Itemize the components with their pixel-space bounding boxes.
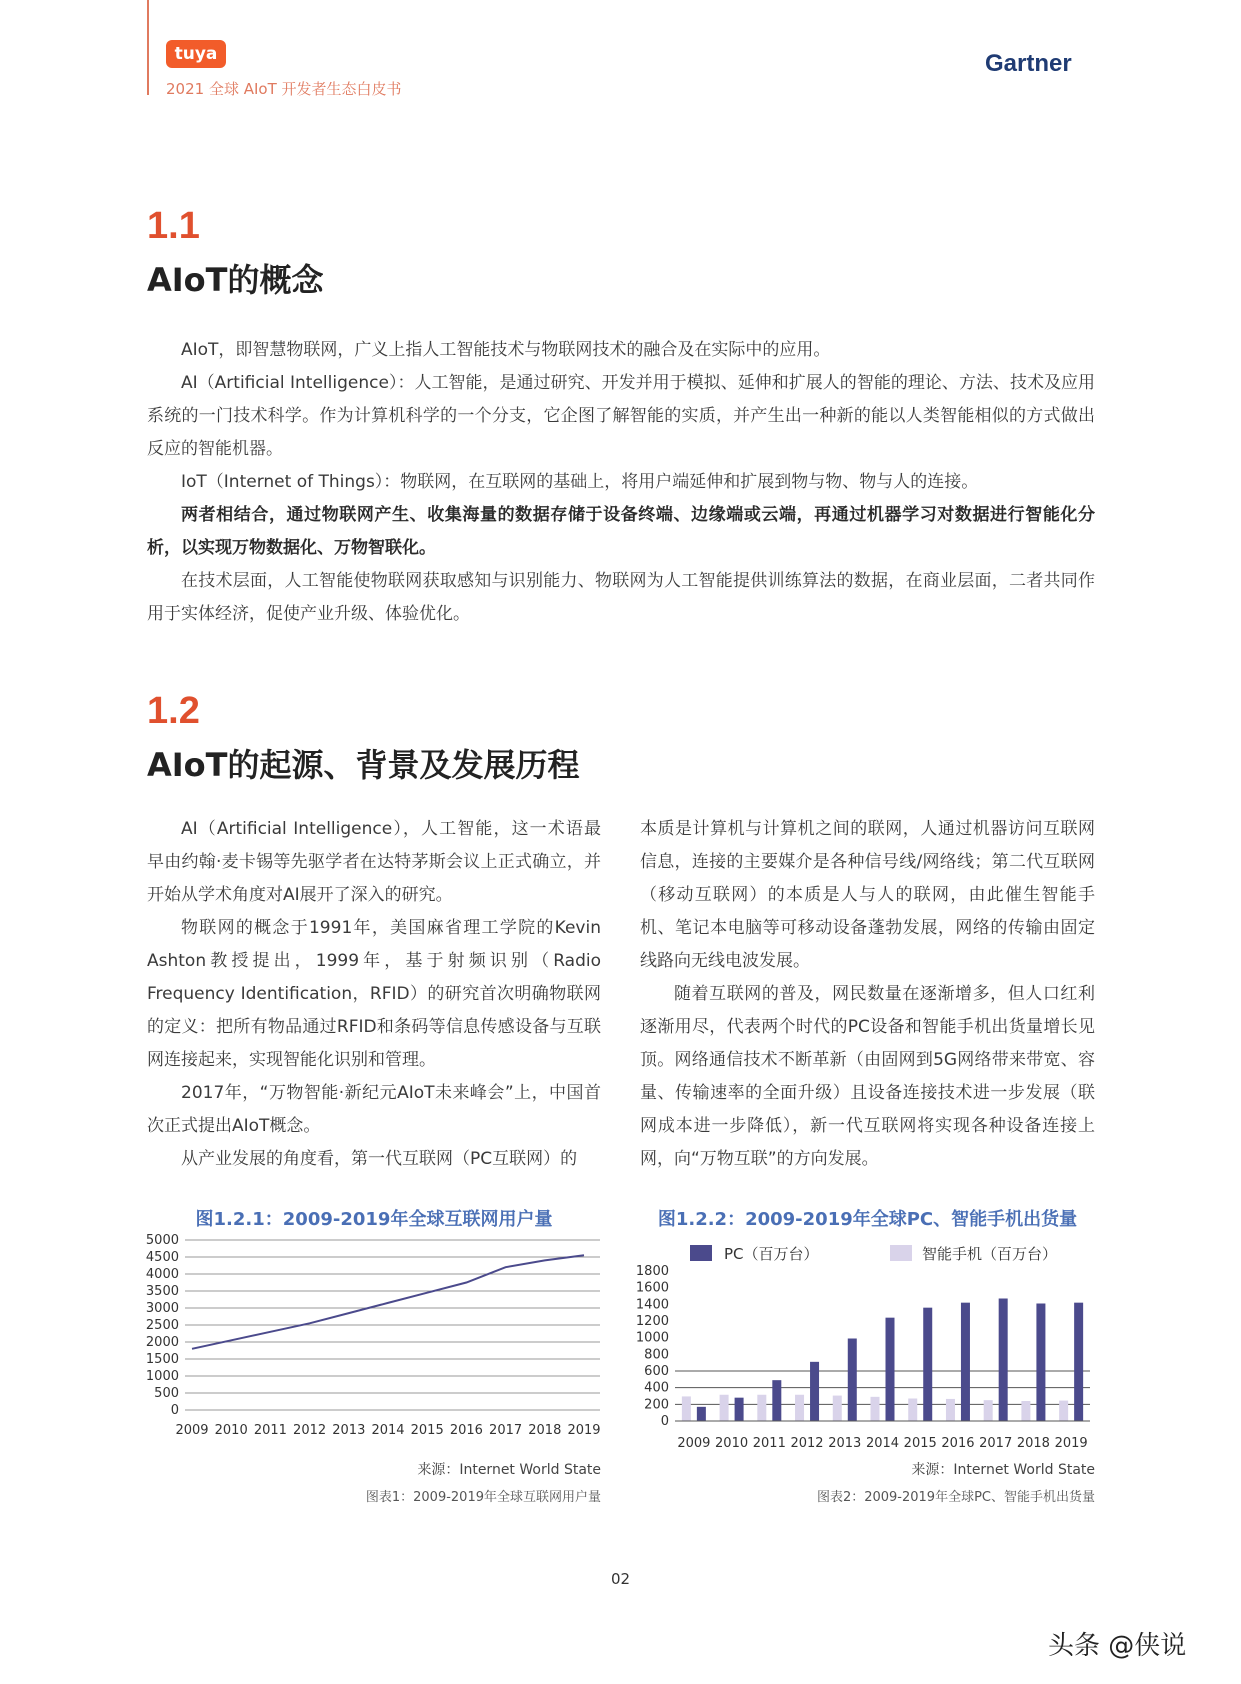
chart2-y-tick: 0: [660, 1414, 669, 1429]
chart2-y-tick: 400: [644, 1380, 669, 1396]
chart2-x-tick: 2019: [1054, 1436, 1088, 1451]
chart2-bar-smartphone: [946, 1399, 955, 1421]
chart1-internet-users-line: [140, 1230, 610, 1450]
chart1-y-tick: 5000: [145, 1233, 179, 1248]
chart2-bar-pc: [961, 1303, 970, 1421]
chart1-y-tick: 2500: [145, 1318, 179, 1333]
chart1-y-tick: 4500: [145, 1250, 179, 1265]
paragraph-iot-definition: IoT（Internet of Things）：物联网，在互联网的基础上，将用户端延伸和扩展到物与物、物与人的连接。: [181, 472, 979, 492]
chart2-y-tick: 1000: [635, 1330, 669, 1346]
chart2-bar-pc: [810, 1362, 819, 1421]
tuya-logo: tuya: [166, 40, 226, 68]
chart2-bar-pc: [848, 1339, 857, 1422]
chart2-x-tick: 2012: [790, 1436, 824, 1451]
paragraph-aiot-definition: AIoT，即智慧物联网，广义上指人工智能技术与物联网技术的融合及在实际中的应用。: [181, 340, 831, 360]
chart1-x-tick: 2014: [371, 1423, 405, 1438]
section-title-1-1: AIoT的概念: [147, 261, 324, 299]
paragraph-combination: 两者相结合，通过物联网产生、收集海量的数据存储于设备终端、边缘端或云端，再通过机器学习对数据进行智能化分析，以实现万物数据化、万物智联化。: [147, 505, 1095, 558]
chart2-x-tick: 2018: [1016, 1436, 1050, 1451]
chart2-bar-pc: [886, 1318, 895, 1421]
section-number-1-1: 1.1: [147, 205, 200, 247]
chart2-bar-smartphone: [682, 1396, 691, 1421]
chart1-source: 来源：Internet World State: [417, 1462, 601, 1478]
chart1-y-tick: 4000: [145, 1267, 179, 1282]
chart1-x-tick: 2015: [410, 1423, 444, 1438]
chart1-y-tick: 3500: [145, 1284, 179, 1299]
chart2-bar-smartphone: [1059, 1401, 1068, 1421]
chart1-y-tick: 1500: [145, 1352, 179, 1367]
chart2-y-tick: 200: [644, 1397, 669, 1413]
chart2-bar-pc: [1036, 1304, 1045, 1422]
chart1-x-tick: 2019: [567, 1423, 601, 1438]
chart2-y-tick: 1400: [635, 1297, 669, 1313]
paragraph-internet-generations: 本质是计算机与计算机之间的联网，人通过机器访问互联网信息，连接的主要媒介是各种信号线/网络线；第二代互联网（移动互联网）的本质是人与人的联网，由此催生智能手机、笔记本电脑等可移动设备蓬勃发展，网络的传输由固定线路向无线电波发展。: [640, 819, 1095, 971]
paragraph-technical-level: 在技术层面，人工智能使物联网获取感知与识别能力、物联网为人工智能提供训练算法的数据，在商业层面，二者共同作用于实体经济，促使产业升级、体验优化。: [147, 571, 1095, 624]
paragraph-iot-origin: 物联网的概念于1991年，美国麻省理工学院的Kevin Ashton教授提出，1999年，基于射频识别（Radio Frequency Identification，RFID）的研究首次明确物联网的定义：把所有物品通过RFID和条码等信息传感设备与互联网连接起来，实现智能化识别和管理。: [147, 918, 601, 1070]
chart1-x-tick: 2016: [449, 1423, 483, 1438]
chart2-y-tick: 600: [644, 1364, 669, 1379]
chart1-y-tick: 500: [154, 1386, 179, 1401]
chart1-series-line: [192, 1255, 584, 1349]
chart2-x-tick: 2010: [715, 1436, 749, 1451]
chart2-bar-smartphone: [871, 1397, 880, 1421]
chart2-bar-smartphone: [833, 1396, 842, 1421]
chart2-caption: 图表2：2009-2019年全球PC、智能手机出货量: [816, 1490, 1095, 1505]
chart2-bar-smartphone: [908, 1399, 917, 1422]
document-title: 2021 全球 AIoT 开发者生态白皮书: [166, 80, 402, 98]
chart2-bar-smartphone: [757, 1395, 766, 1421]
chart1-x-tick: 2018: [528, 1423, 562, 1438]
chart1-y-tick: 0: [170, 1403, 179, 1418]
paragraph-ai-definition: AI（Artificial Intelligence）：人工智能，是通过研究、开发并用于模拟、延伸和扩展人的智能的理论、方法、技术及应用系统的一门技术科学。作为计算机科学的一个分支，它企图了解智能的实质，并产生出一种新的能以人类智能相似的方式做出反应的智能机器。: [147, 373, 1095, 459]
legend-swatch-pc: [690, 1245, 712, 1261]
chart2-x-tick: 2014: [865, 1436, 900, 1451]
watermark: 头条 @侠说: [1048, 1631, 1187, 1661]
chart1-y-tick: 1000: [145, 1369, 179, 1384]
chart2-x-tick: 2017: [979, 1436, 1013, 1451]
chart2-bar-pc: [999, 1299, 1008, 1422]
chart2-bar-pc: [923, 1308, 932, 1421]
chart2-bar-pc: [735, 1398, 744, 1421]
chart1-y-tick: 2000: [145, 1335, 179, 1350]
section-title-1-2: AIoT的起源、背景及发展历程: [147, 746, 580, 784]
chart1-x-tick: 2011: [253, 1423, 287, 1438]
chart1-x-tick: 2009: [175, 1423, 209, 1438]
legend-label-pc: PC（百万台）: [724, 1245, 819, 1263]
chart2-source: 来源：Internet World State: [911, 1462, 1095, 1478]
chart2-x-tick: 2016: [941, 1436, 975, 1451]
left-column: [147, 813, 601, 1176]
right-column: [640, 813, 1095, 1176]
paragraph-ai-origin: AI（Artificial Intelligence），人工智能，这一术语最早由约翰·麦卡锡等先驱学者在达特茅斯会议上正式确立，并开始从学术角度对AI展开了深入的研究。: [147, 819, 601, 905]
legend-label-smartphone: 智能手机（百万台）: [922, 1245, 1058, 1263]
chart2-x-tick: 2011: [752, 1436, 786, 1451]
chart1-caption: 图表1：2009-2019年全球互联网用户量: [365, 1490, 601, 1505]
chart2-bar-pc: [697, 1407, 706, 1421]
page-number: 02: [610, 1570, 631, 1588]
header-accent-line: [147, 0, 149, 95]
chart2-bar-smartphone: [1021, 1401, 1030, 1421]
chart2-y-tick: 1800: [635, 1265, 669, 1279]
chart2-x-tick: 2013: [828, 1436, 862, 1451]
chart1-x-tick: 2017: [489, 1423, 523, 1438]
paragraph-internet-growth: 随着互联网的普及，网民数量在逐渐增多，但人口红利逐渐用尽，代表两个时代的PC设备和智能手机出货量增长见顶。网络通信技术不断革新（由固网到5G网络带来带宽、容量、传输速率的全面升级）且设备连接技术进一步发展（联网成本进一步降低），新一代互联网将实现各种设备连接上网，向“万物互联”的方向发展。: [640, 984, 1095, 1169]
chart2-bar-smartphone: [795, 1395, 804, 1421]
chart1-x-tick: 2012: [293, 1423, 327, 1438]
chart2-title: 图1.2.2：2009-2019年全球PC、智能手机出货量: [657, 1209, 1078, 1230]
chart1-x-tick: 2010: [214, 1423, 248, 1438]
section-number-1-2: 1.2: [147, 690, 200, 732]
chart1-y-tick: 3000: [145, 1301, 179, 1316]
chart2-y-tick: 1600: [635, 1280, 669, 1296]
chart2-bar-smartphone: [984, 1400, 993, 1421]
chart2-shipments-bar: [630, 1265, 1100, 1455]
legend-swatch-smartphone: [890, 1245, 912, 1261]
gartner-logo: Gartner: [985, 50, 1072, 77]
chart1-title: 图1.2.1：2009-2019年全球互联网用户量: [195, 1209, 553, 1230]
chart2-x-tick: 2015: [903, 1436, 937, 1451]
paragraph-aiot-2017: 2017年，“万物智能·新纪元AIoT未来峰会”上，中国首次正式提出AIoT概念。: [147, 1083, 601, 1136]
chart2-bar-pc: [772, 1380, 781, 1421]
paragraph-industry-start: 从产业发展的角度看，第一代互联网（PC互联网）的: [181, 1149, 578, 1169]
chart2-bar-smartphone: [720, 1395, 729, 1421]
chart1-x-tick: 2013: [332, 1423, 366, 1438]
chart2-y-tick: 800: [644, 1347, 669, 1363]
chart2-bar-pc: [1074, 1303, 1083, 1421]
chart2-x-tick: 2009: [677, 1436, 711, 1451]
chart2-y-tick: 1200: [635, 1314, 669, 1329]
